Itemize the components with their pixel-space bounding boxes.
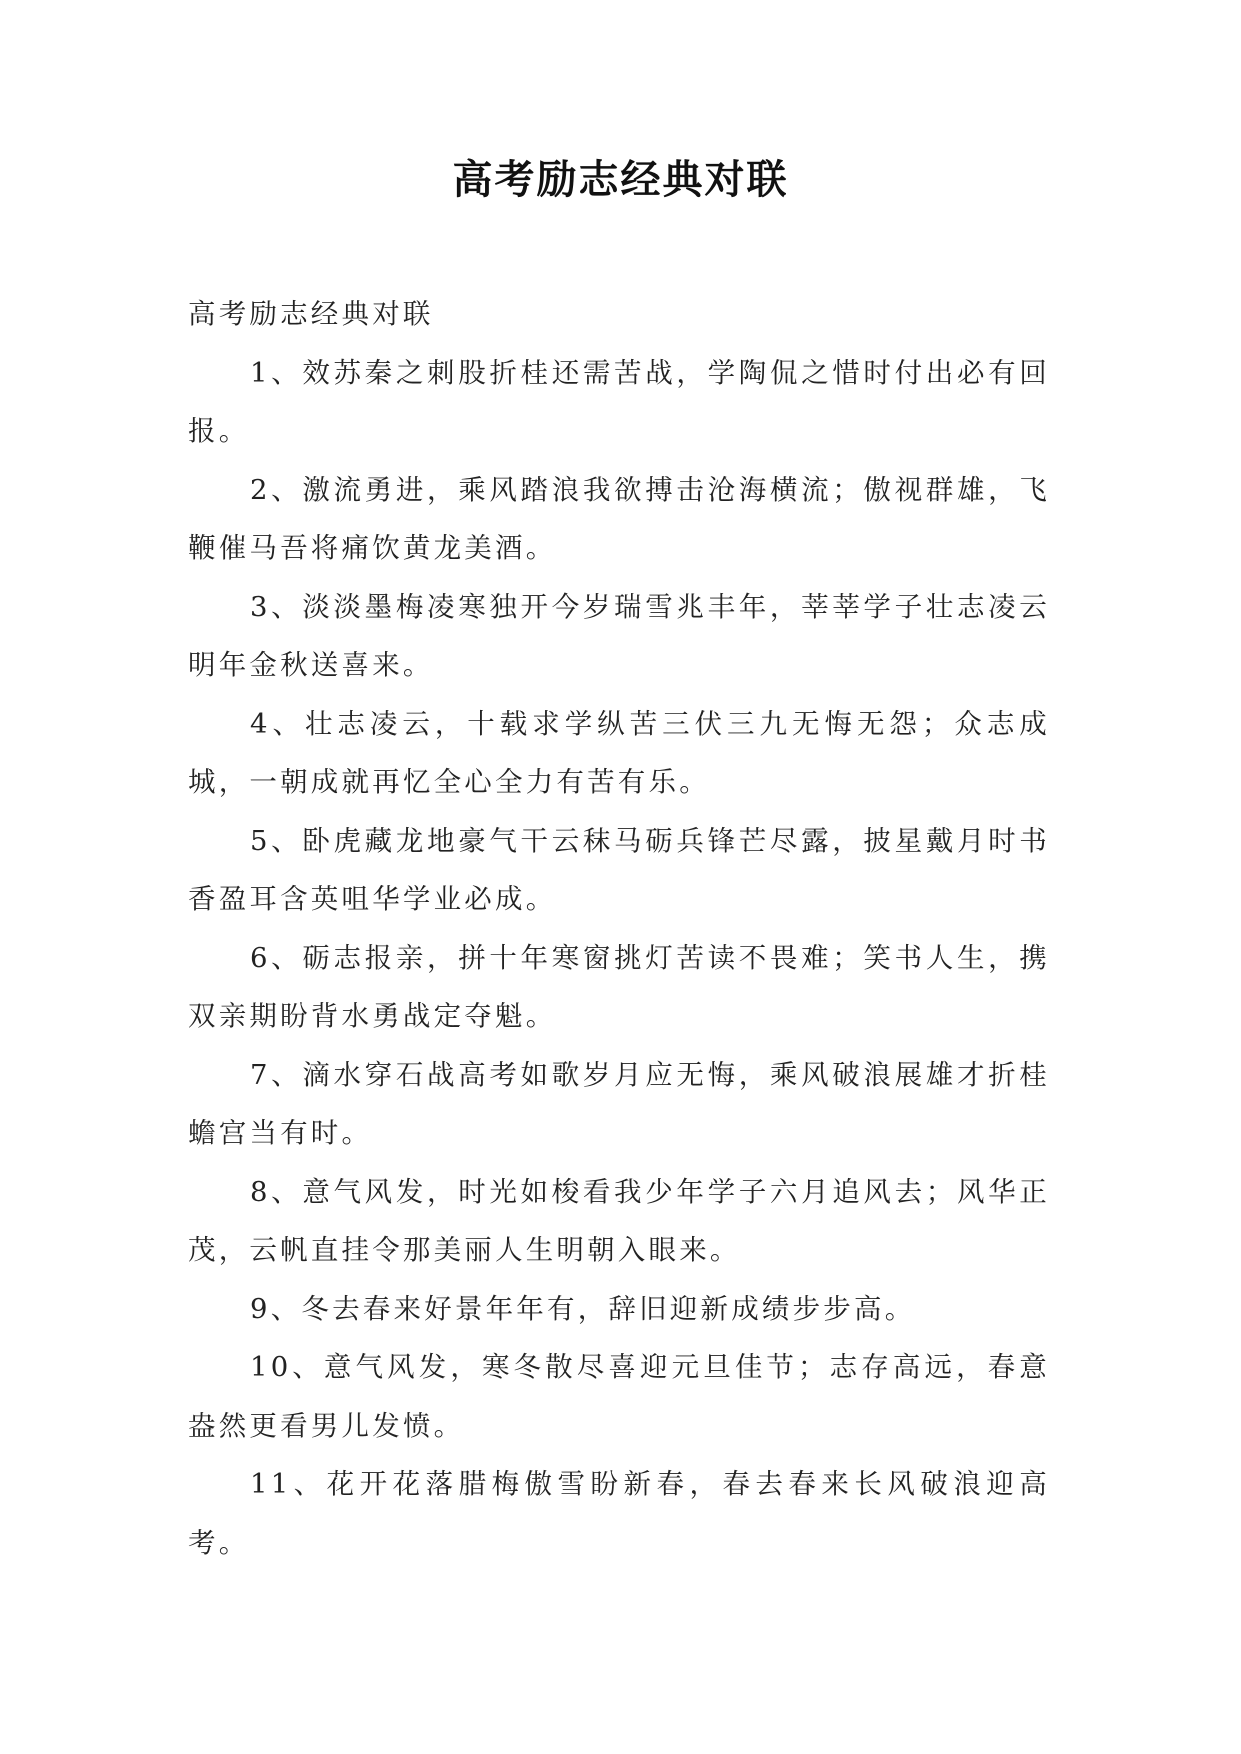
couplet-item: 4、壮志凌云，十载求学纵苦三伏三九无悔无怨；众志成城，一朝成就再忆全心全力有苦有乐。	[188, 707, 1050, 798]
couplet-item: 5、卧虎藏龙地豪气干云秣马砺兵锋芒尽露，披星戴月时书香盈耳含英咀华学业必成。	[188, 824, 1050, 915]
couplet-item: 2、激流勇进，乘风踏浪我欲搏击沧海横流；傲视群雄，飞鞭催马吾将痛饮黄龙美酒。	[188, 473, 1050, 564]
couplet-item: 6、砺志报亲，拼十年寒窗挑灯苦读不畏难；笑书人生，携双亲期盼背水勇战定夺魁。	[188, 941, 1050, 1032]
couplet-item: 8、意气风发，时光如梭看我少年学子六月追风去；风华正茂，云帆直挂令那美丽人生明朝入眼来。	[188, 1175, 1050, 1266]
document-body	[188, 285, 1050, 1572]
couplet-item: 10、意气风发，寒冬散尽喜迎元旦佳节；志存高远，春意盎然更看男儿发愤。	[188, 1351, 1050, 1442]
couplet-item: 1、效苏秦之刺股折桂还需苦战，学陶侃之惜时付出必有回报。	[188, 356, 1050, 447]
document-title: 高考励志经典对联	[452, 156, 789, 203]
document-subtitle: 高考励志经典对联	[188, 298, 434, 330]
couplet-item: 11、花开花落腊梅傲雪盼新春，春去春来长风破浪迎高考。	[188, 1468, 1050, 1559]
couplet-item: 9、冬去春来好景年年有，辞旧迎新成绩步步高。	[250, 1292, 916, 1325]
couplet-item: 3、淡淡墨梅凌寒独开今岁瑞雪兆丰年，莘莘学子壮志凌云明年金秋送喜来。	[188, 590, 1050, 681]
couplet-item: 7、滴水穿石战高考如歌岁月应无悔，乘风破浪展雄才折桂蟾宫当有时。	[188, 1058, 1050, 1149]
